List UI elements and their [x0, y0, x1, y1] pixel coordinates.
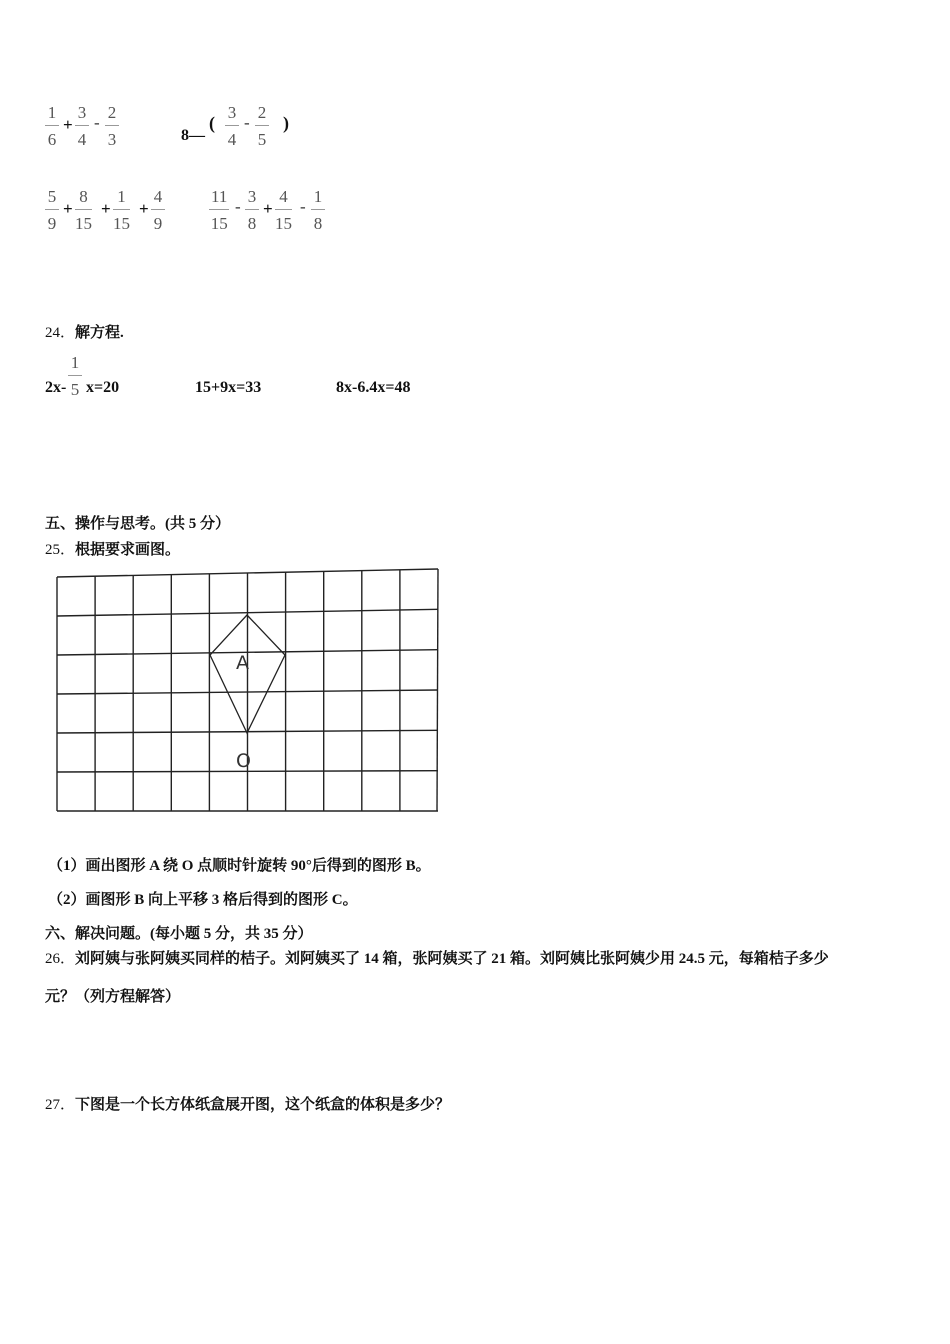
- fraction: [75, 104, 89, 148]
- fraction: [105, 104, 119, 148]
- question-title: 根据要求画图。: [75, 542, 181, 558]
- equation-2: 15+9x=33: [195, 379, 262, 396]
- fraction: [113, 188, 130, 232]
- question-25-heading: [45, 538, 180, 559]
- question-26-line-2: 元？（列方程解答）: [45, 989, 181, 1005]
- denominator: 3: [107, 130, 117, 149]
- denominator: 4: [77, 130, 87, 149]
- fraction: [151, 188, 165, 232]
- question-title: 解方程.: [75, 325, 124, 341]
- section-5-title: 五、操作与思考。(共 5 分）: [45, 516, 230, 532]
- operator: +: [63, 199, 73, 218]
- operator: -: [300, 197, 306, 216]
- fraction: [255, 104, 269, 148]
- fraction: [209, 188, 229, 232]
- operator: +: [101, 199, 111, 218]
- fraction: [45, 188, 59, 232]
- fraction: [275, 188, 292, 232]
- leading-term: 8—: [181, 127, 205, 144]
- operator: -: [94, 113, 100, 132]
- denominator: 15: [113, 214, 130, 233]
- question-text: 下图是一个长方体纸盒展开图，这个纸盒的体积是多少？: [75, 1097, 451, 1113]
- drawing-grid: [50, 565, 450, 817]
- equation-1-fraction: [68, 354, 82, 398]
- section-6-title: 六、解决问题。(每小题 5 分，共 35 分）: [45, 926, 313, 942]
- task-1: （1）画出图形 A 绕 O 点顺时针旋转 90°后得到的图形 B。: [48, 858, 431, 874]
- equation-3: 8x-6.4x=48: [336, 379, 411, 396]
- numerator: 2: [257, 103, 267, 122]
- operator: -: [235, 197, 241, 216]
- denominator: 8: [247, 214, 257, 233]
- numerator: 4: [153, 187, 163, 206]
- fraction: [225, 104, 239, 148]
- fraction: [45, 104, 59, 148]
- right-paren: ): [283, 113, 289, 133]
- numerator: 3: [77, 103, 87, 122]
- question-24-heading: [45, 321, 124, 342]
- denominator: 5: [257, 130, 267, 149]
- denominator: 15: [210, 214, 228, 233]
- denominator: 15: [275, 214, 292, 233]
- denominator: 9: [153, 214, 163, 233]
- grid-lines: [57, 569, 438, 811]
- question-number: 24．: [45, 325, 76, 341]
- question-26-line-1: [45, 947, 829, 968]
- fraction: [311, 188, 325, 232]
- operator: +: [263, 199, 273, 218]
- equation-1-prefix: 2x-: [45, 379, 67, 396]
- denominator: 5: [70, 380, 80, 399]
- left-paren: (: [209, 113, 215, 133]
- question-number: 25．: [45, 542, 76, 558]
- numerator: 1: [47, 103, 57, 122]
- task-2: （2）画图形 B 向上平移 3 格后得到的图形 C。: [48, 892, 358, 908]
- operator: -: [244, 113, 250, 132]
- operator: +: [63, 115, 73, 134]
- numerator: 3: [247, 187, 257, 206]
- numerator: 11: [211, 187, 228, 206]
- denominator: 9: [47, 214, 57, 233]
- question-text: 刘阿姨与张阿姨买同样的桔子。刘阿姨买了 14 箱，张阿姨买了 21 箱。刘阿姨比张阿姨少用 24.5 元，每箱桔子多少: [75, 951, 829, 967]
- numerator: 1: [70, 353, 80, 372]
- label-o: O: [236, 750, 251, 772]
- numerator: 1: [117, 187, 126, 206]
- operator: +: [139, 199, 149, 218]
- numerator: 5: [47, 187, 57, 206]
- fraction: [75, 188, 92, 232]
- label-a: A: [236, 652, 249, 674]
- numerator: 1: [313, 187, 323, 206]
- numerator: 8: [79, 187, 88, 206]
- question-27: [45, 1093, 450, 1114]
- denominator: 8: [313, 214, 323, 233]
- fraction: [245, 188, 259, 232]
- numerator: 4: [279, 187, 288, 206]
- equation-1-suffix: x=20: [86, 379, 120, 396]
- numerator: 3: [227, 103, 237, 122]
- denominator: 15: [75, 214, 92, 233]
- question-number: 27．: [45, 1097, 76, 1113]
- question-number: 26．: [45, 951, 76, 967]
- numerator: 2: [107, 103, 117, 122]
- denominator: 4: [227, 130, 237, 149]
- denominator: 6: [47, 130, 57, 149]
